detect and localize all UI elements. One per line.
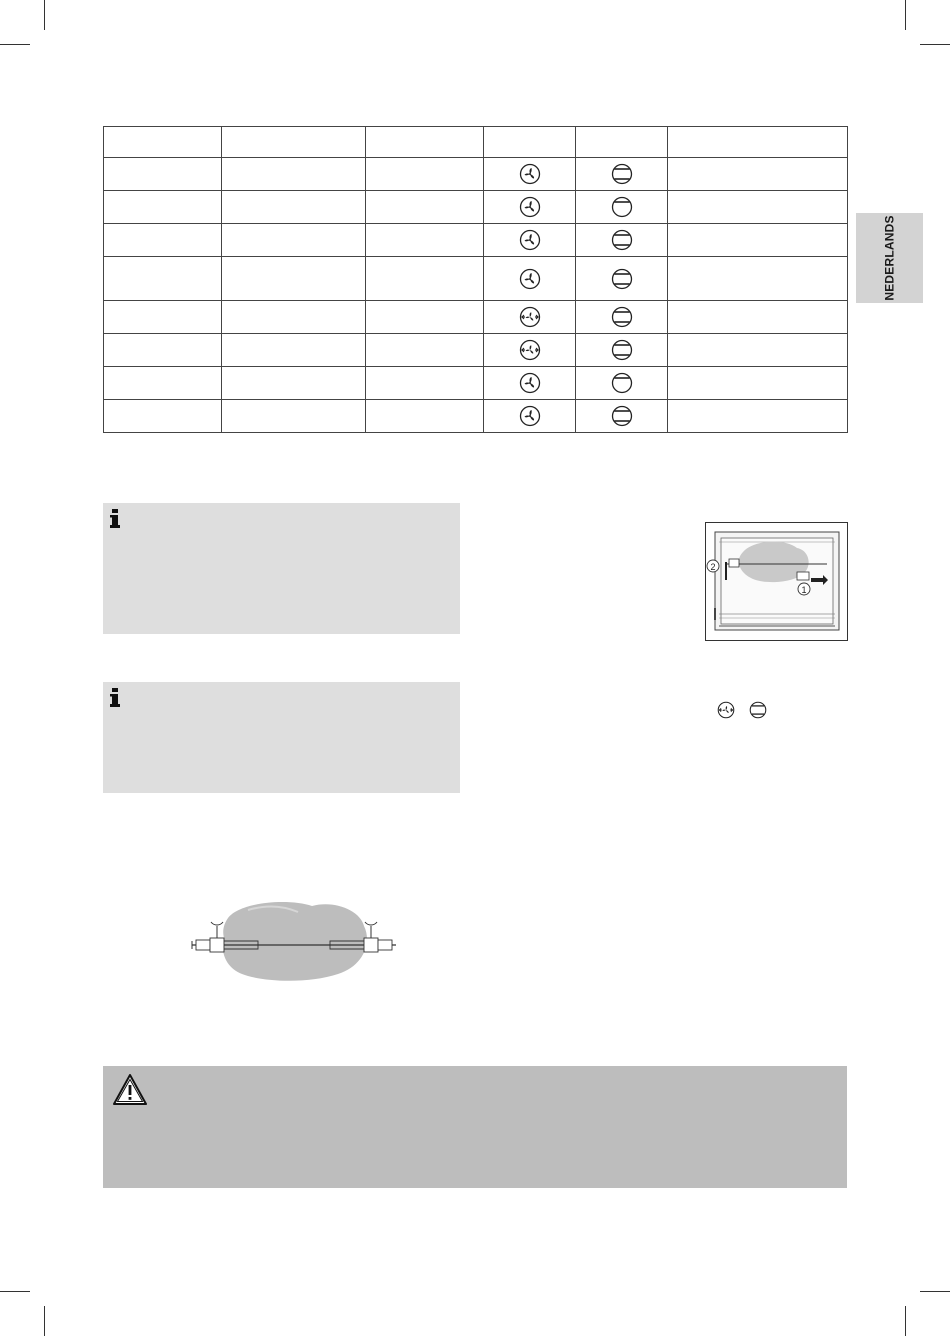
fan-icon (519, 372, 541, 394)
crop-mark (44, 0, 45, 30)
fan-icon (519, 405, 541, 427)
fan-icon (519, 229, 541, 251)
callout-1: 1 (801, 585, 807, 595)
table-header-cell (576, 127, 668, 158)
warning-box (103, 1066, 847, 1188)
top-bottom-heat-icon (611, 268, 633, 290)
top-heat-icon (611, 372, 633, 394)
info-icon (109, 688, 123, 708)
table-row (104, 400, 848, 433)
rotisserie-icon (717, 701, 735, 719)
table-row (104, 158, 848, 191)
info-note (103, 503, 460, 634)
crop-mark (905, 1306, 906, 1336)
table-row (104, 191, 848, 224)
fan-icon (519, 196, 541, 218)
table-row (104, 224, 848, 257)
language-tab (856, 213, 923, 303)
crop-mark (44, 1306, 45, 1336)
top-bottom-heat-icon (611, 405, 633, 427)
table-header-cell (104, 127, 222, 158)
rotisserie-icon (519, 306, 541, 328)
table-row (104, 301, 848, 334)
top-bottom-heat-icon (611, 306, 633, 328)
table-row (104, 367, 848, 400)
top-heat-icon (611, 196, 633, 218)
fan-icon (519, 163, 541, 185)
top-bottom-heat-icon (611, 229, 633, 251)
oven-rotisserie-figure (705, 522, 848, 641)
top-bottom-heat-icon (611, 163, 633, 185)
table-header-cell (668, 127, 848, 158)
table-header-cell (366, 127, 484, 158)
crop-mark (905, 0, 906, 30)
table-header-row (104, 127, 848, 158)
top-bottom-heat-icon (749, 701, 767, 719)
crop-mark (920, 1291, 950, 1292)
table-row (104, 257, 848, 301)
crop-mark (0, 44, 30, 45)
table-header-cell (222, 127, 366, 158)
fan-icon (519, 268, 541, 290)
info-icon (109, 509, 123, 529)
crop-mark (920, 44, 950, 45)
callout-2: 2 (710, 562, 716, 572)
spit-chicken-figure (188, 896, 400, 986)
warning-triangle-icon (112, 1073, 148, 1107)
rotisserie-icon (519, 339, 541, 361)
table-header-cell (484, 127, 576, 158)
table-row (104, 334, 848, 367)
settings-table (103, 126, 848, 433)
top-bottom-heat-icon (611, 339, 633, 361)
info-note (103, 682, 460, 793)
crop-mark (0, 1291, 30, 1292)
language-tab-label: NEDERLANDS (882, 215, 897, 301)
